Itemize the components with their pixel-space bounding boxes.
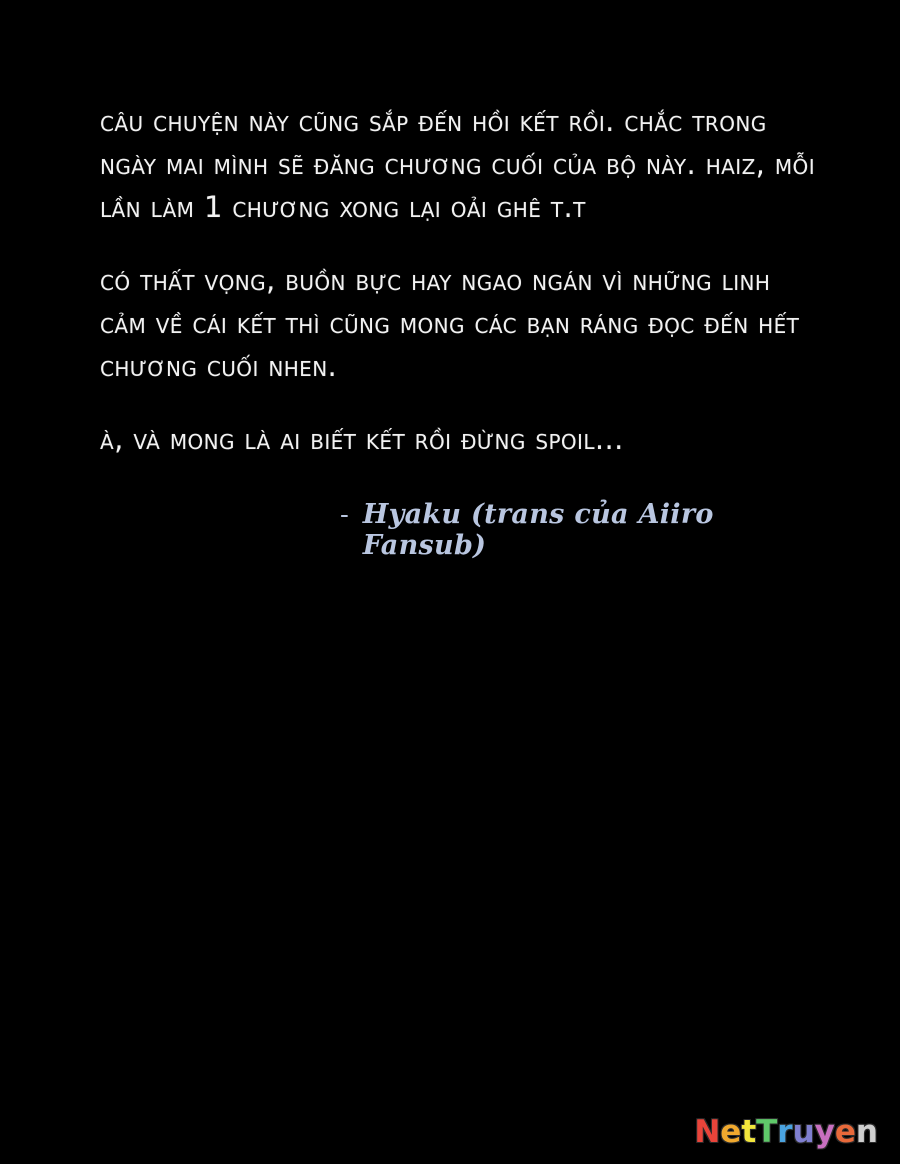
note-paragraph-2: có thất vọng, buồn bực hay ngao ngán vì những linh cảm về cái kết thì cũng mong các bạn ráng đọc đến hết chương cuối nhen.: [100, 263, 809, 383]
translator-note: [100, 100, 825, 561]
note-paragraph-3: à, và mong là ai biết kết rồi đừng spoil...: [100, 422, 624, 456]
note-paragraph-1: câu chuyện này cũng sắp đến hồi kết rồi. chắc trong ngày mai mình sẽ đăng chương cuối của bộ này. haiz, mỗi lần làm 1 chương xong lại oải ghê t.t: [100, 104, 825, 224]
signature-dash: -: [340, 500, 349, 530]
signature-text: Hyaku (trans của Aiiro Fansub): [362, 499, 714, 561]
nettruyen-watermark: N e t T r u y e n: [694, 1114, 878, 1150]
signature: [100, 499, 820, 561]
